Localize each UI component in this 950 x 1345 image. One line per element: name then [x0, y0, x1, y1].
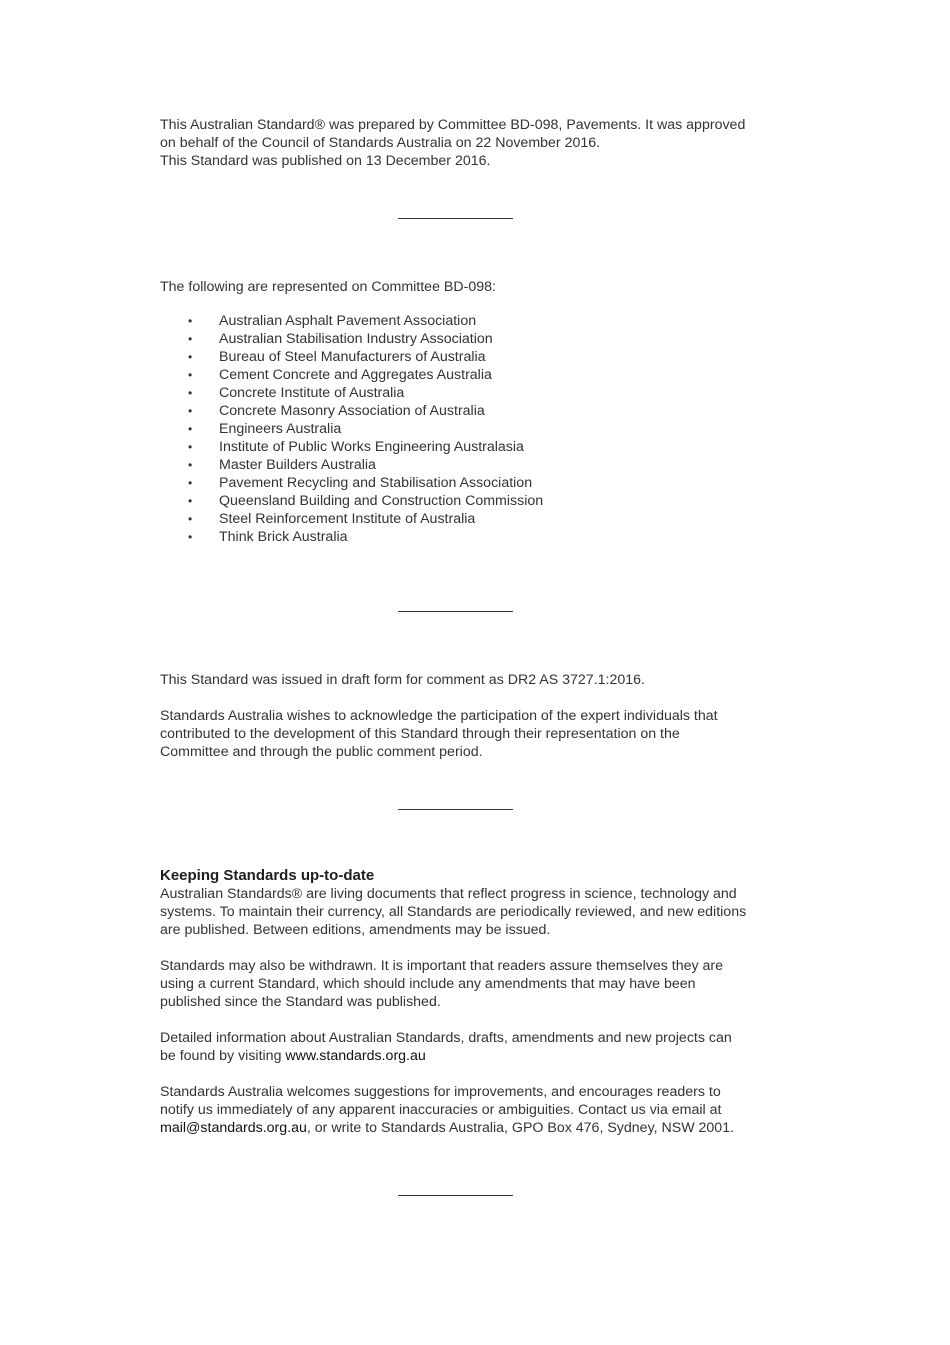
- bullet-icon: •: [188, 386, 193, 400]
- list-item: • Institute of Public Works Engineering Australasia: [188, 439, 524, 455]
- list-item: • Cement Concrete and Aggregates Australia: [188, 367, 492, 383]
- committee-heading: The following are represented on Committee BD-098:: [160, 279, 496, 295]
- bullet-icon: •: [188, 350, 193, 364]
- list-item: • Think Brick Australia: [188, 529, 348, 545]
- bullet-icon: •: [188, 530, 193, 544]
- bullet-icon: •: [188, 404, 193, 418]
- divider-4: [398, 1195, 513, 1196]
- intro-line-3: This Standard was published on 13 December 2016.: [160, 153, 491, 169]
- list-item: • Queensland Building and Construction Commission: [188, 493, 544, 509]
- keeping-paragraph-1: Australian Standards® are living documents that reflect progress in science, technology and systems. To maintain their currency, all Standards are periodically reviewed, and new editions are published. Between editions, amendments may be issued.: [160, 886, 747, 938]
- keeping-paragraph-2: Standards may also be withdrawn. It is important that readers assure themselves they are using a current Standard, which should include any amendments that may have been published since the Standard was published.: [160, 958, 724, 1010]
- bullet-icon: •: [188, 476, 193, 490]
- list-item: • Pavement Recycling and Stabilisation Association: [188, 475, 533, 491]
- keeping-paragraph-3: Detailed information about Australian Standards, drafts, amendments and new projects can be found by visiting www.standards.org.au: [160, 1030, 732, 1064]
- bullet-icon: •: [188, 512, 193, 526]
- bullet-icon: •: [188, 494, 193, 508]
- intro-line-2: on behalf of the Council of Standards Australia on 22 November 2016.: [160, 135, 601, 151]
- acknowledgement-paragraph: Standards Australia wishes to acknowledge the participation of the expert individuals that contributed to the development of this Standard through their representation on the Committee and through the public comment period.: [160, 708, 718, 760]
- bullet-icon: •: [188, 422, 193, 436]
- bullet-icon: •: [188, 368, 193, 382]
- bullet-icon: •: [188, 440, 193, 454]
- email-link[interactable]: mail@standards.org.au: [160, 1120, 307, 1136]
- list-item: • Concrete Institute of Australia: [188, 385, 405, 401]
- list-item: • Master Builders Australia: [188, 457, 376, 473]
- bullet-icon: •: [188, 332, 193, 346]
- website-link[interactable]: www.standards.org.au: [285, 1048, 426, 1064]
- list-item: • Engineers Australia: [188, 421, 342, 437]
- bullet-icon: •: [188, 458, 193, 472]
- list-item: • Australian Stabilisation Industry Association: [188, 331, 493, 347]
- draft-paragraph: This Standard was issued in draft form for comment as DR2 AS 3727.1:2016.: [160, 672, 645, 688]
- committee-member-list: [160, 312, 770, 546]
- bullet-icon: •: [188, 314, 193, 328]
- document-page: [160, 116, 770, 1196]
- list-item: • Concrete Masonry Association of Australia: [188, 403, 485, 419]
- list-item: • Bureau of Steel Manufacturers of Australia: [188, 349, 486, 365]
- intro-line-1: This Australian Standard® was prepared by Committee BD-098, Pavements. It was approved: [160, 117, 746, 133]
- intro-paragraph: [160, 116, 770, 170]
- keeping-paragraph-4: Standards Australia welcomes suggestions for improvements, and encourages readers to notify us immediately of any apparent inaccuracies or ambiguities. Contact us via email at mail@standards.org.au, or write to Standards Australia, GPO Box 476, Sydney, NSW 2001.: [160, 1084, 735, 1136]
- list-item: • Steel Reinforcement Institute of Australia: [188, 511, 476, 527]
- section-heading: Keeping Standards up-to-date: [160, 867, 375, 884]
- list-item: • Australian Asphalt Pavement Association: [188, 313, 477, 329]
